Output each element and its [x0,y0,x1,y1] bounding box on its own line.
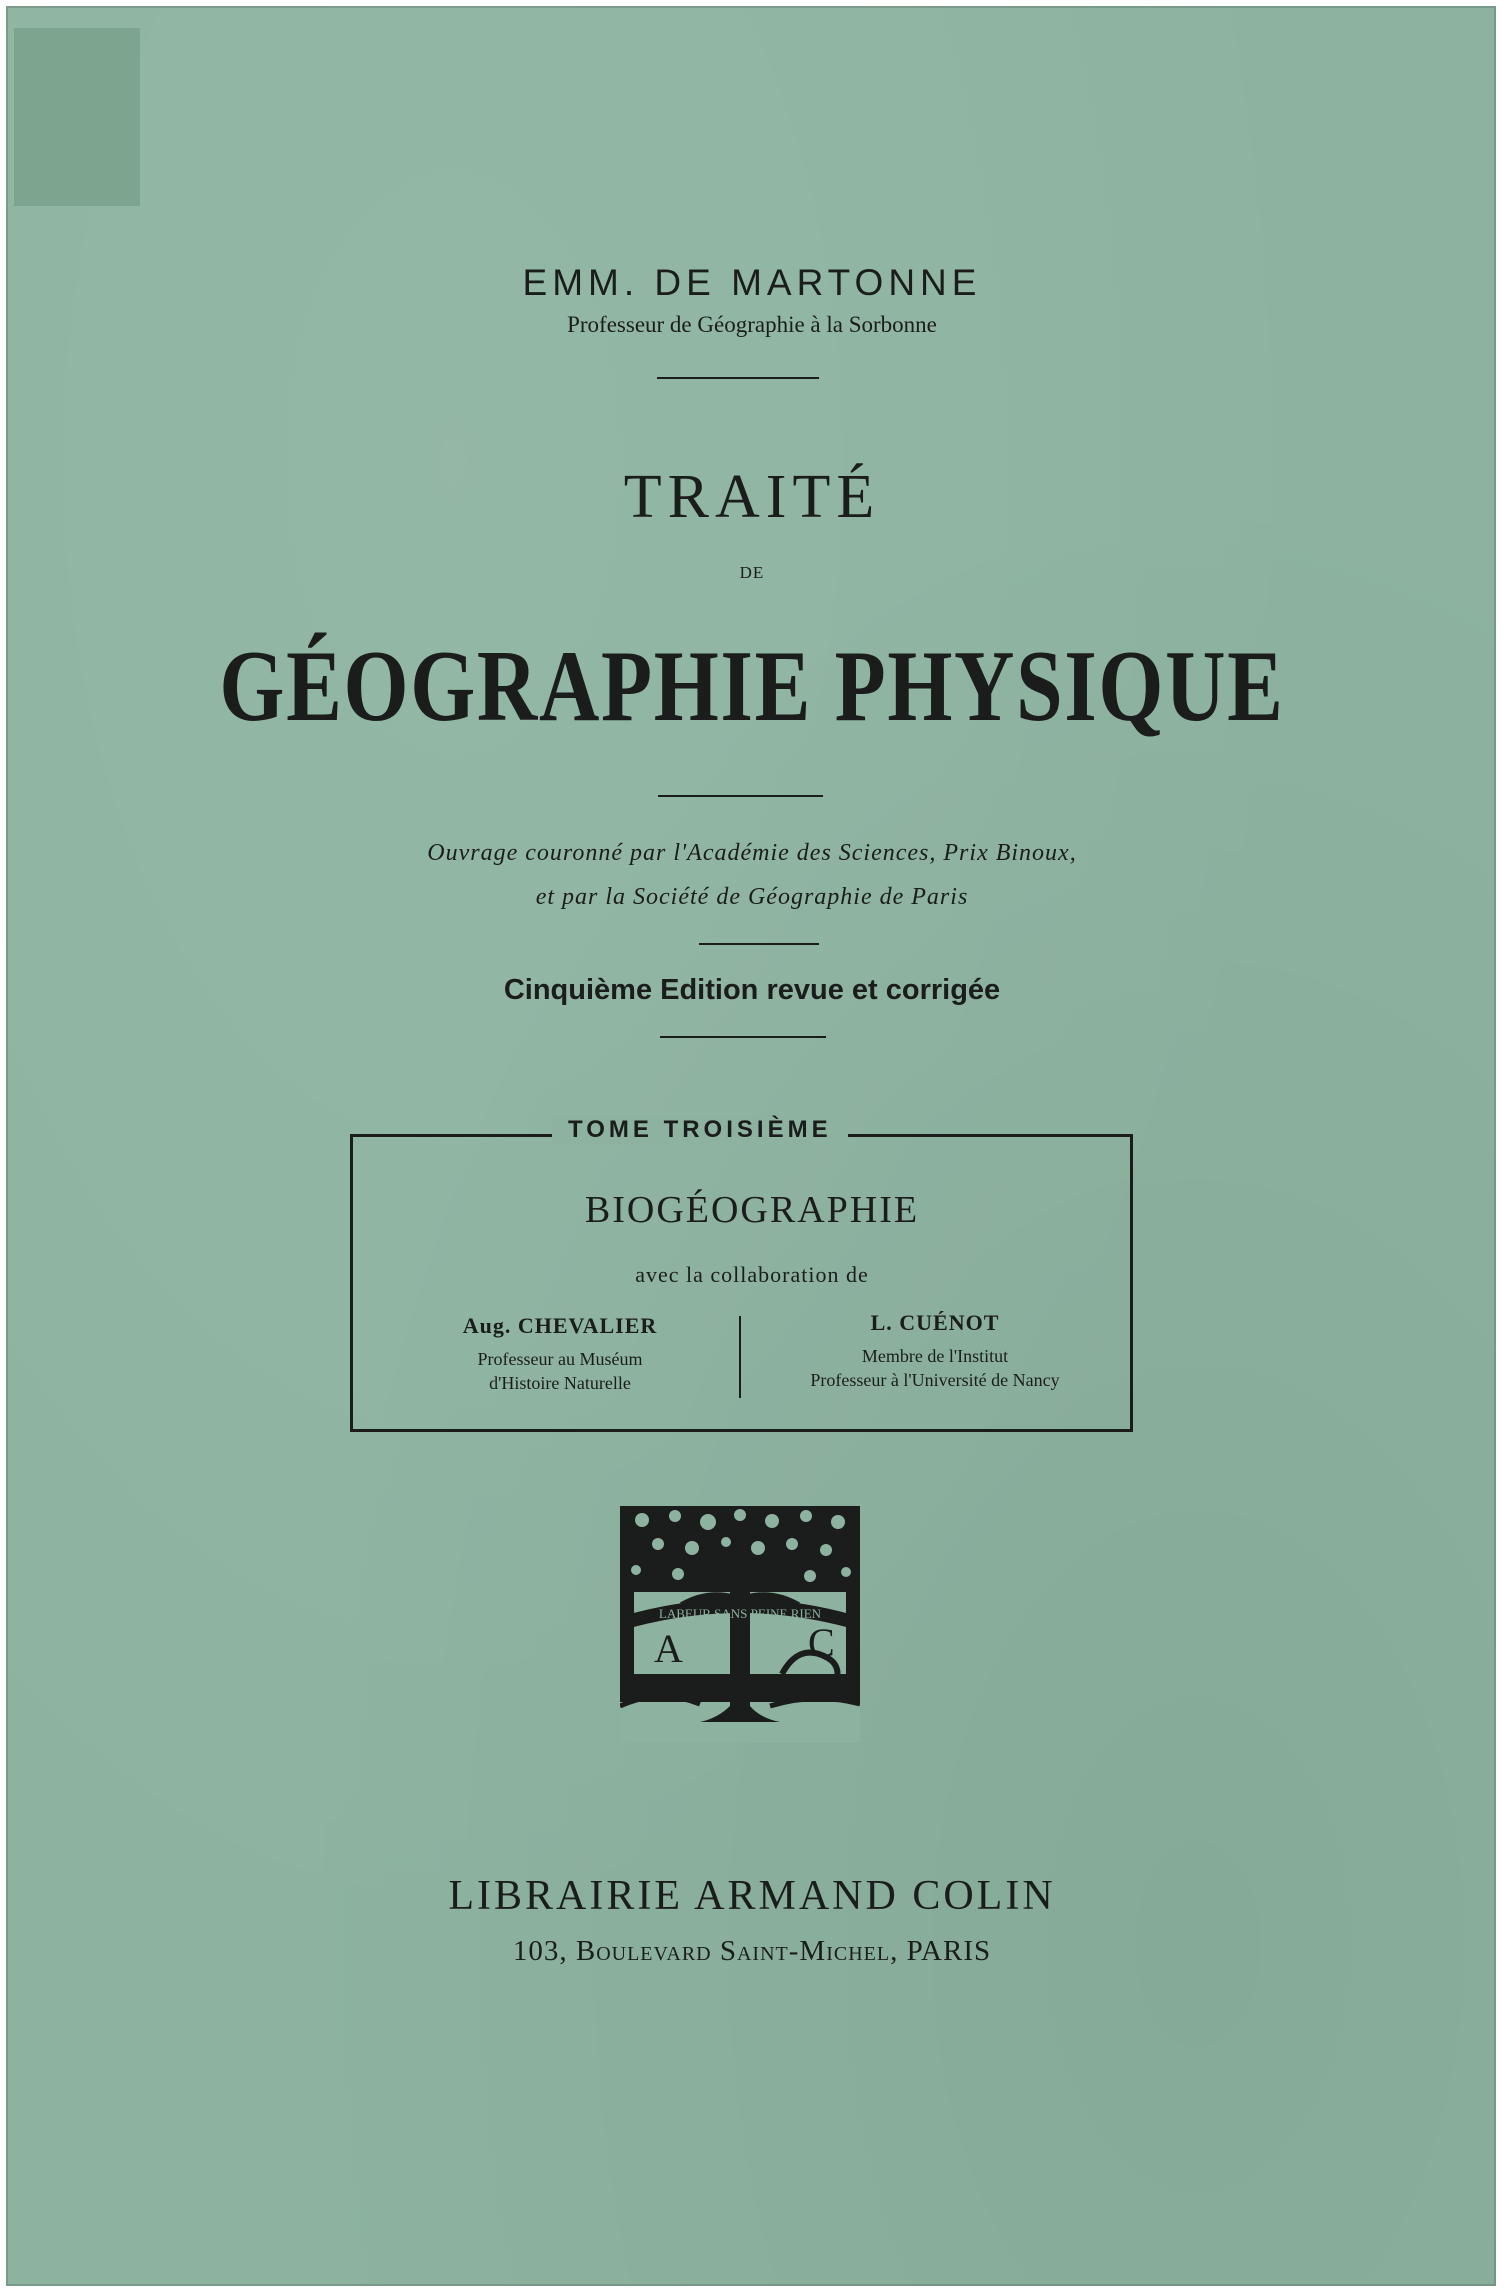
author-name: EMM. DE MARTONNE [522,262,982,303]
collaborator-right [760,1310,1110,1392]
collaborator-left [410,1313,710,1395]
emblem-letter-left: A [654,1626,683,1671]
rule-2 [658,795,823,797]
collaborator-role: Professeur à l'Université de Nancy [810,1370,1060,1390]
publisher-address: 103, Boulevard Saint-Michel, PARIS [512,1935,992,1967]
main-title: GÉOGRAPHIE PHYSIQUE [219,630,1285,743]
collaborator-name: L. CUÉNOT [870,1310,1000,1335]
tree-emblem-icon [620,1506,860,1742]
rule-3 [699,943,819,945]
emblem-motto: LABEUR SANS PEINE RIEN [658,1606,822,1621]
collaborator-role: Professeur au Muséum [477,1349,643,1369]
tome-label: TOME TROISIÈME [552,1116,848,1144]
award-line-2: et par la Société de Géographie de Paris [535,884,969,910]
rule-4 [660,1036,826,1038]
collaborator-role: d'Histoire Naturelle [489,1373,631,1393]
author-title: Professeur de Géographie à la Sorbonne [567,312,937,337]
emblem-letter-right: C [808,1620,835,1665]
title-traite: TRAITÉ [623,463,881,531]
collaborator-role: Membre de l'Institut [861,1346,1009,1366]
edition-statement: Cinquième Edition revue et corrigée [503,974,1001,1006]
rule-1 [657,377,819,379]
award-line-1: Ouvrage couronné par l'Académie des Sciences, Prix Binoux, [427,840,1077,866]
cover-stain [14,28,140,206]
collaborator-name: Aug. CHEVALIER [462,1313,658,1338]
publisher-name: LIBRAIRIE ARMAND COLIN [448,1873,1056,1919]
collaboration-line: avec la collaboration de [635,1262,869,1287]
volume-subject: BIOGÉOGRAPHIE [584,1189,920,1231]
title-de: DE [739,563,765,582]
collaborator-divider [739,1316,741,1398]
